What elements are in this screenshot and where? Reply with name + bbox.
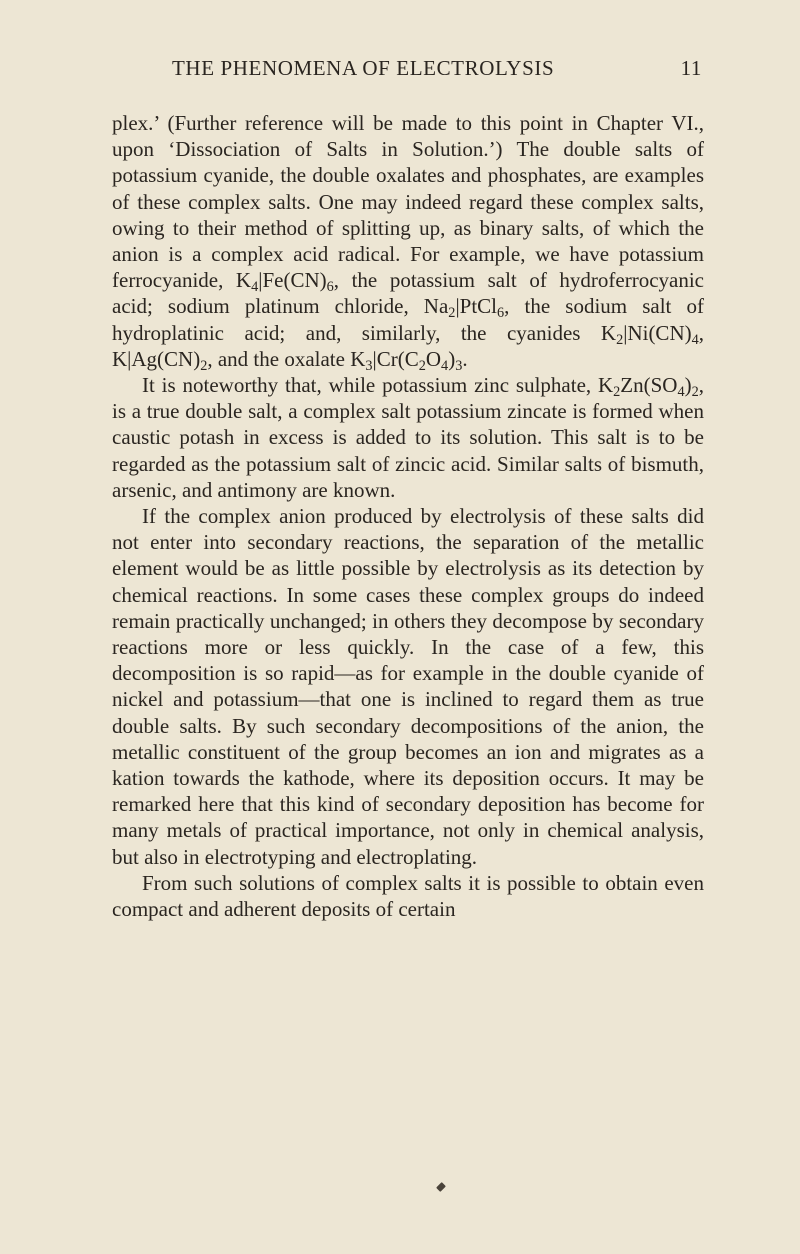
subscript: 2 xyxy=(448,305,456,322)
text-run: O xyxy=(425,346,442,371)
paragraph xyxy=(112,870,704,922)
paragraph xyxy=(112,372,704,503)
text-run: , and the oxalate K xyxy=(207,346,366,371)
text-run: It is noteworthy that, while potassium zinc sulphate, K xyxy=(142,373,614,398)
text-run: ) xyxy=(684,373,692,398)
text-run: , is a true double salt, a complex salt potassium zincate is formed when caustic potash in excess is added to its solution. This salt is to be regarded as the potassium salt of zincic acid. Similar salts of bismuth, arsenic, and antimony are known. xyxy=(112,373,704,502)
text-run: , K|Ag(CN) xyxy=(112,320,704,371)
subscript: 2 xyxy=(613,384,621,401)
paragraph xyxy=(112,503,704,870)
text-run: Zn(SO xyxy=(620,373,678,398)
text-run: |Ni(CN) xyxy=(623,320,692,345)
page-number: 11 xyxy=(680,56,702,80)
body-text xyxy=(112,110,704,922)
text-run: , the potassium salt of hydroferrocyanic acid; sodium platinum chloride, Na xyxy=(112,268,705,319)
subscript: 2 xyxy=(691,384,699,401)
text-run: . xyxy=(462,346,468,371)
subscript: 4 xyxy=(691,331,699,348)
text-run: If the complex anion produced by electrolysis of these salts did not enter into secondary reactions, the separation of the metallic element would be as little possible by electrolysis as its detection by chemical reactions. In some cases these complex groups do indeed remain practically unchanged; in others they decompose by secondary reactions more or less quickly. In the case of a few, this decomposition is so rapid—as for example in the double cyanide of nickel and potassium—that one is inclined to regard them as true double salts. By such secondary decompositions of the anion, the metallic constituent of the group becomes an ion and migrates as a kation towards the kathode, where its deposition occurs. It may be remarked here that this kind of secondary deposition has become for many metals of practical importance, not only in chemical analysis, but also in electrotyping and electroplating. xyxy=(112,504,704,869)
subscript: 2 xyxy=(616,331,624,348)
subscript: 6 xyxy=(497,305,505,322)
paragraph xyxy=(112,110,704,372)
text-run: , the sodium salt of hydroplatinic acid; and, similarly, the cyanides K xyxy=(112,294,704,345)
printer-mark-icon xyxy=(436,1182,446,1192)
subscript: 4 xyxy=(441,357,449,374)
subscript: 2 xyxy=(200,357,208,374)
text-run: ) xyxy=(448,346,456,371)
subscript: 6 xyxy=(326,279,334,296)
text-run: From such solutions of complex salts it is possible to obtain even compact and adherent deposits of certain xyxy=(112,870,704,922)
running-title: THE PHENOMENA OF ELECTROLYSIS xyxy=(172,56,555,80)
subscript: 4 xyxy=(251,279,259,296)
text-run: |Fe(CN) xyxy=(258,268,327,293)
subscript: 4 xyxy=(677,384,685,401)
text-run: |PtCl xyxy=(455,294,497,319)
text-run: plex.’ (Further reference will be made to this point in Chapter VI., upon ‘Dissociation of Salts in Solution.’) The double salts of potassium cyanide, the double oxalates and phosphates, are examples of these complex salts. One may indeed regard these complex salts, owing to their method of splitting up, as binary salts, of which the anion is a complex acid radical. For example, we have potassium ferrocyanide, K xyxy=(112,111,704,293)
subscript: 2 xyxy=(418,357,426,374)
text-run: |Cr(C xyxy=(372,346,419,371)
running-head xyxy=(112,56,702,86)
subscript: 3 xyxy=(365,357,373,374)
subscript: 3 xyxy=(455,357,463,374)
